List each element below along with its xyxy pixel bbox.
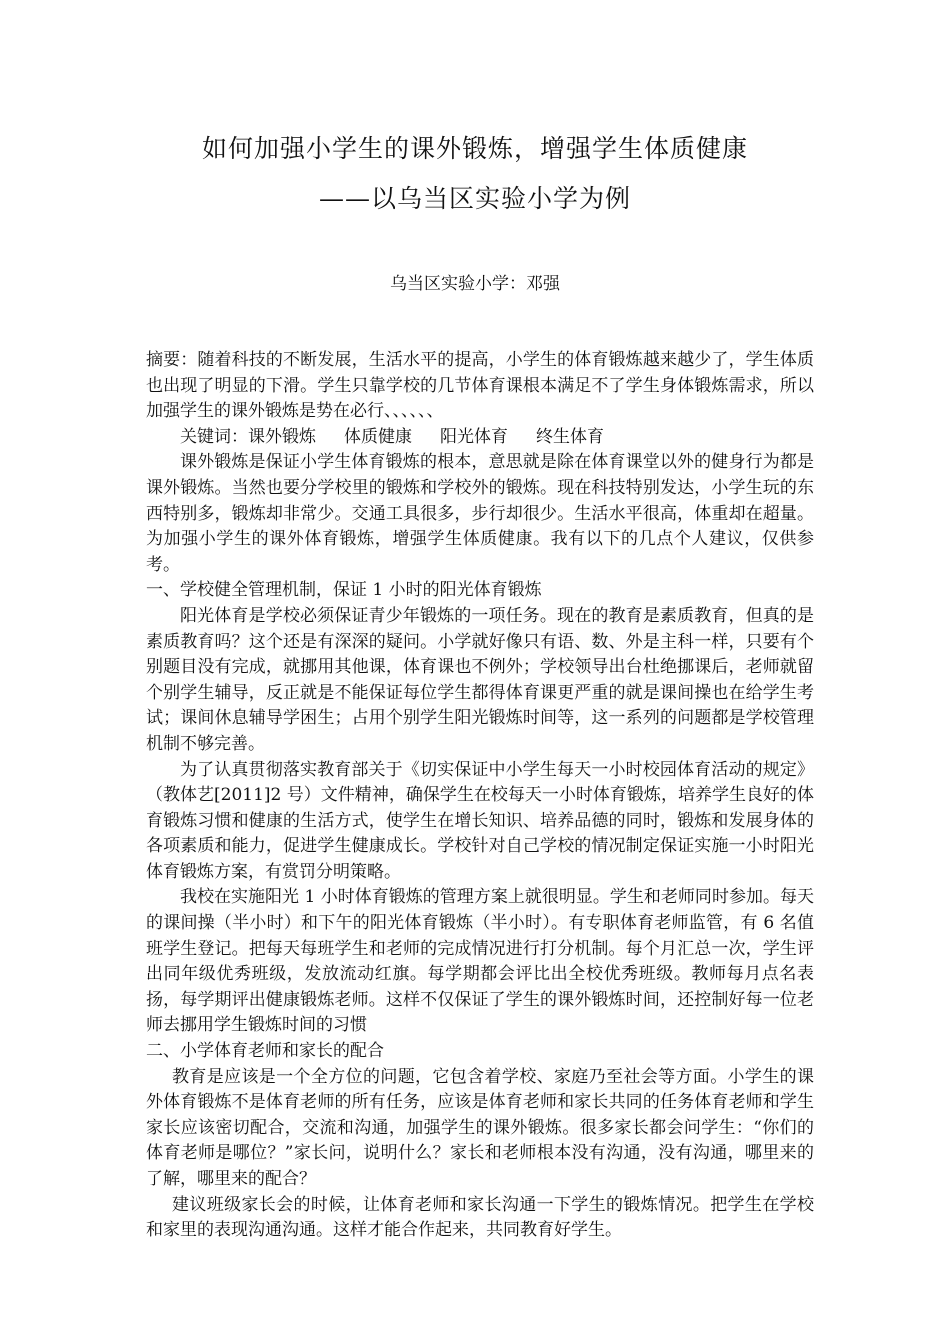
body-paragraph: 教育是应该是一个全方位的问题，它包含着学校、家庭乃至社会等方面。小学生的课外体育锻炼不是体育老师的所有任务，应该是体育老师和家长共同的任务体育老师和学生家长应该密切配合，交流和沟通，加强学生的课外锻炼。很多家长都会问学生：“你们的体育老师是哪位？”家长问，说明什么？家长和老师根本没有沟通，没有沟通，哪里来的了解，哪里来的配合？	[146, 1066, 814, 1189]
keyword: 终生体育	[536, 426, 604, 447]
body-paragraph: 为了认真贯彻落实教育部关于《切实保证中小学生每天一小时校园体育活动的规定》（教体艺[2011]2 号）文件精神，确保学生在校每天一小时体育锻炼，培养学生良好的体育锻炼习惯和健康的生活方式，使学生在增长知识、培养品德的同时，锻炼和发展身体的各项素质和能力，促进学生健康成长。学校针对自己学校的情况制定保证实施一小时阳光体育锻炼方案，有赏罚分明策略。	[146, 759, 814, 882]
keywords-label-text: 关键词：	[180, 426, 248, 447]
body-paragraph: 阳光体育是学校必须保证青少年锻炼的一项任务。现在的教育是素质教育，但真的是素质教育吗？这个还是有深深的疑问。小学就好像只有语、数、外是主科一样，只要有个别题目没有完成，就挪用其他课，体育课也不例外；学校领导出台杜绝挪课后，老师就留个别学生辅导，反正就是不能保证每位学生都得体育课更严重的就是课间操也在给学生考试；课间休息辅导学困生；占用个别学生阳光锻炼时间等，这一系列的问题都是学校管理机制不够完善。	[146, 605, 814, 754]
keywords-line	[146, 425, 814, 451]
abstract-paragraph: 摘要：随着科技的不断发展，生活水平的提高，小学生的体育锻炼越来越少了，学生体质也出现了明显的下滑。学生只靠学校的几节体育课根本满足不了学生身体锻炼需求，所以加强学生的课外锻炼是势在必行、、、、、、	[146, 350, 814, 422]
section-heading: 一、学校健全管理机制，保证 1 小时的阳光体育锻炼	[146, 580, 542, 601]
keywords-label	[180, 427, 316, 447]
section-heading: 二、小学体育老师和家长的配合	[146, 1041, 384, 1062]
keyword: 阳光体育	[440, 426, 508, 447]
keyword: 课外锻炼	[248, 426, 316, 447]
body-paragraph: 建议班级家长会的时候，让体育老师和家长沟通一下学生的锻炼情况。把学生在学校和家里的表现沟通沟通。这样才能合作起来，共同教育好学生。	[146, 1194, 814, 1241]
author-line: 乌当区实验小学：邓强	[390, 274, 560, 294]
body-paragraph: 我校在实施阳光 1 小时体育锻炼的管理方案上就很明显。学生和老师同时参加。每天的课间操（半小时）和下午的阳光体育锻炼（半小时）。有专职体育老师监管，有 6 名值班学生登记。把每天每班学生和老师的完成情况进行打分机制。每个月汇总一次，学生评出同年级优秀班级，发放流动红旗。每学期都会评比出全校优秀班级。教师每月点名表扬，每学期评出健康锻炼老师。这样不仅保证了学生的课外锻炼时间，还控制好每一位老师去挪用学生锻炼时间的习惯	[146, 887, 814, 1036]
keyword: 体质健康	[344, 426, 412, 447]
document-body	[146, 348, 814, 1244]
document-subtitle: ——以乌当区实验小学为例	[318, 184, 631, 213]
intro-paragraph: 课外锻炼是保证小学生体育锻炼的根本，意思就是除在体育课堂以外的健身行为都是课外锻炼。当然也要分学校里的锻炼和学校外的锻炼。现在科技特别发达，小学生玩的东西特别多，锻炼却非常少。交通工具很多，步行却很少。生活水平很高，体重却在超量。为加强小学生的课外体育锻炼，增强学生体质健康。我有以下的几点个人建议，仅供参考。	[146, 452, 814, 575]
document-title: 如何加强小学生的课外锻炼，增强学生体质健康	[201, 134, 748, 163]
